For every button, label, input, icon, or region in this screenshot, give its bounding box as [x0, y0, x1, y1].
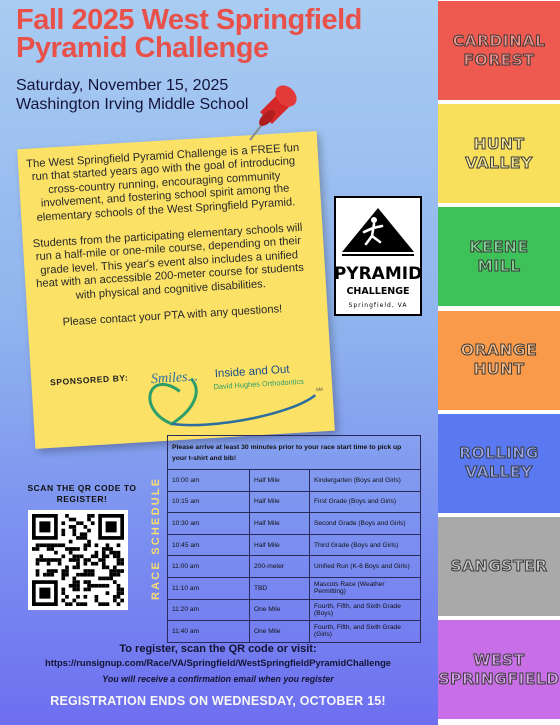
- schedule-row: [168, 534, 421, 556]
- schedule-distance: Half Mile: [250, 470, 310, 492]
- schedule-distance: One Mile: [250, 621, 310, 643]
- school-list: [438, 0, 560, 725]
- schedule-group: Fourth, Fifth, and Sixth Grade (Girls): [310, 621, 421, 643]
- qr-label: SCAN THE QR CODE TO REGISTER!: [27, 483, 137, 504]
- schedule-row: [168, 491, 421, 513]
- note-paragraph-2: Students from the participating elementary schools will run a half-mile or one-mile course, depending on their grade level. This year's event also includes a unified heat with an accessible 200-meter course for students with physical and cognitive disabilities.: [32, 221, 305, 302]
- page-title: Fall 2025 West Springfield Pyramid Challenge: [16, 4, 362, 64]
- schedule-time: 10:30 am: [168, 513, 250, 535]
- schedule-header-row: [168, 436, 421, 470]
- schedule-distance: Half Mile: [250, 534, 310, 556]
- sponsor-tagline: Inside and Out: [214, 363, 290, 381]
- schedule-time: 11:20 am: [168, 599, 250, 621]
- school-tile: SANGSTER: [438, 517, 560, 616]
- sponsor-mark: SM: [315, 386, 323, 393]
- schedule-distance: Half Mile: [250, 513, 310, 535]
- school-tile: ORANGE HUNT: [438, 311, 560, 410]
- schedule-row: [168, 599, 421, 621]
- race-schedule-table: [167, 435, 421, 643]
- schedule-row: [168, 470, 421, 492]
- schedule-row: [168, 577, 421, 599]
- qr-code[interactable]: [28, 510, 128, 610]
- pushpin-icon: [246, 80, 306, 144]
- schedule-time: 11:40 am: [168, 621, 250, 643]
- schedule-time: 11:00 am: [168, 556, 250, 578]
- sponsor-sub: David Hughes Orthodontics: [213, 376, 305, 392]
- registration-deadline: REGISTRATION ENDS ON WEDNESDAY, OCTOBER 15!: [50, 694, 386, 708]
- school-tile: ROLLING VALLEY: [438, 414, 560, 513]
- schedule-group: Kindergarten (Boys and Girls): [310, 470, 421, 492]
- race-schedule-label: RACE SCHEDULE: [150, 476, 162, 600]
- schedule-time: 10:15 am: [168, 491, 250, 513]
- schedule-time: 10:45 am: [168, 534, 250, 556]
- schedule-group: Second Grade (Boys and Girls): [310, 513, 421, 535]
- pyramid-challenge-logo: [334, 196, 422, 316]
- pyramid-logo-word: PYRAMID: [334, 264, 422, 284]
- schedule-group: First Grade (Boys and Girls): [310, 491, 421, 513]
- register-url[interactable]: https://runsignup.com/Race/VA/Springfield/WestSpringfieldPyramidChallenge: [44, 657, 392, 668]
- confirmation-note: You will receive a confirmation email when you register: [102, 674, 334, 684]
- schedule-group: Fourth, Fifth, and Sixth Grade (Boys): [310, 599, 421, 621]
- school-tile: CARDINAL FOREST: [438, 1, 560, 100]
- note-paragraph-3: Please contact your PTA with any questions!: [62, 303, 283, 329]
- schedule-header: Please arrive at least 30 minutes prior to your race start time to pick up your t-shirt and bib!: [168, 436, 421, 470]
- schedule-distance: 200-meter: [250, 556, 310, 578]
- event-date: Saturday, November 15, 2025: [16, 77, 229, 94]
- schedule-distance: Half Mile: [250, 491, 310, 513]
- register-instructions: To register, scan the QR code or visit:: [119, 643, 317, 655]
- school-tile: WEST SPRINGFIELD: [438, 620, 560, 719]
- note-paragraph-1: The West Springfield Pyramid Challenge is a FREE fun run that started years ago with the goal of introducing cross-country running, encouraging community involvement, and fostering school spirit among the elementary schools of the West Springfield Pyramid.: [25, 141, 300, 224]
- event-location: Washington Irving Middle School: [16, 96, 249, 113]
- sponsored-by-label: SPONSORED BY:: [49, 372, 129, 388]
- sponsor-name: Smiles...: [150, 369, 199, 388]
- pyramid-logo-location: Springfield, VA: [348, 302, 408, 309]
- schedule-group: Unified Run (K-6 Boys and Girls): [310, 556, 421, 578]
- schedule-distance: One Mile: [250, 599, 310, 621]
- schedule-row: [168, 621, 421, 643]
- event-details: [16, 76, 248, 114]
- pyramid-logo-challenge: CHALLENGE: [346, 286, 410, 297]
- schedule-distance: TBD: [250, 577, 310, 599]
- note-text: [23, 142, 314, 345]
- smiles-heart-logo: [138, 352, 332, 433]
- school-tile: HUNT VALLEY: [438, 104, 560, 203]
- schedule-row: [168, 556, 421, 578]
- schedule-group: Third Grade (Boys and Girls): [310, 534, 421, 556]
- schedule-time: 10:00 am: [168, 470, 250, 492]
- school-tile: KEENE MILL: [438, 207, 560, 306]
- schedule-group: Mascots Race (Weather Permitting): [310, 577, 421, 599]
- schedule-time: 11:10 am: [168, 577, 250, 599]
- schedule-row: [168, 513, 421, 535]
